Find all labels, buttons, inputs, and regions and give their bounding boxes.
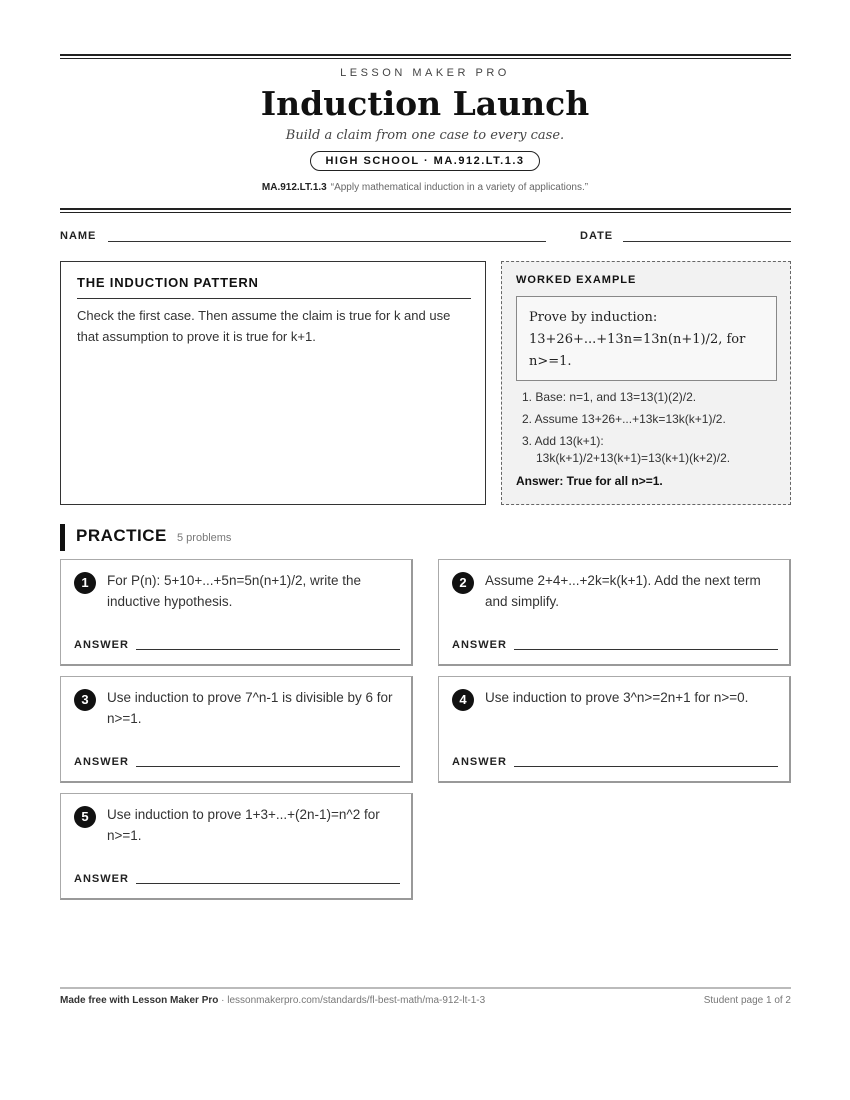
- problem-card-3: [60, 676, 413, 783]
- standard-description: “Apply mathematical induction in a variety of applications.”: [330, 182, 589, 193]
- worked-example-steps: [522, 386, 784, 466]
- problem-number: 1: [74, 572, 96, 594]
- brand-name: LESSON MAKER PRO: [340, 67, 510, 79]
- answer-field[interactable]: [514, 649, 778, 650]
- worked-step: [522, 430, 784, 466]
- answer-label: ANSWER: [74, 756, 129, 768]
- problem-card-1: [60, 559, 413, 666]
- date-field[interactable]: [623, 241, 791, 242]
- worked-step: 2. Assume 13+26+...+13k=13k(k+1)/2.: [522, 412, 726, 426]
- problem-text: Use induction to prove 7^n-1 is divisible by 6 for n>=1.: [107, 690, 393, 726]
- standard-code: MA.912.LT.1.3: [261, 182, 327, 193]
- badge-container: [0, 151, 850, 171]
- problem-number: 2: [452, 572, 474, 594]
- problem-number: 5: [74, 806, 96, 828]
- footer-made-with: Made free with Lesson Maker Pro: [60, 995, 219, 1006]
- footer-rule: [60, 987, 791, 989]
- worked-example-problem: Prove by induction: 13+26+...+13n=13n(n+1)/2, for n>=1.: [516, 296, 777, 381]
- answer-field[interactable]: [514, 766, 778, 767]
- name-label: NAME: [60, 230, 97, 242]
- answer-field[interactable]: [136, 883, 400, 884]
- page-title: Induction Launch: [260, 84, 590, 123]
- grade-standard-badge: HIGH SCHOOL · MA.912.LT.1.3: [310, 151, 539, 171]
- worked-step: 1. Base: n=1, and 13=13(1)(2)/2.: [522, 390, 697, 404]
- standard-line: [0, 182, 850, 193]
- answer-label: ANSWER: [452, 756, 507, 768]
- problem-text: Assume 2+4+...+2k=k(k+1). Add the next term and simplify.: [485, 573, 761, 609]
- date-label: DATE: [580, 230, 614, 242]
- problem-number: 3: [74, 689, 96, 711]
- problem-text: Use induction to prove 3^n>=2n+1 for n>=0.: [485, 690, 749, 705]
- answer-label: ANSWER: [452, 639, 507, 651]
- induction-pattern-box: [60, 261, 486, 505]
- top-rule: [60, 54, 791, 59]
- practice-accent-bar: [60, 524, 65, 551]
- worked-step-continuation: 13k(k+1)/2+13(k+1)=13(k+1)(k+2)/2.: [536, 451, 731, 465]
- answer-field[interactable]: [136, 649, 400, 650]
- problem-text: For P(n): 5+10+...+5n=5n(n+1)/2, write the inductive hypothesis.: [107, 573, 362, 609]
- header-bottom-rule: [60, 208, 791, 213]
- pattern-text: Check the first case. Then assume the claim is true for k and use that assumption to prove it is true for k+1.: [77, 308, 451, 344]
- worked-step-text: 3. Add 13(k+1):: [522, 434, 604, 448]
- problem-card-5: [60, 793, 413, 900]
- problem-card-4: [438, 676, 791, 783]
- answer-field[interactable]: [136, 766, 400, 767]
- problem-card-2: [438, 559, 791, 666]
- worked-example-heading: WORKED EXAMPLE: [516, 274, 637, 286]
- footer-credit: [60, 995, 485, 1006]
- footer-url[interactable]: · lessonmakerpro.com/standards/fl-best-math/ma-912-lt-1-3: [218, 995, 486, 1006]
- answer-label: ANSWER: [74, 873, 129, 885]
- practice-heading: PRACTICE: [76, 526, 167, 545]
- footer-page-number: Student page 1 of 2: [703, 995, 791, 1006]
- name-field[interactable]: [108, 241, 546, 242]
- worked-example-answer: Answer: True for all n>=1.: [516, 474, 663, 488]
- answer-label: ANSWER: [74, 639, 129, 651]
- problem-text: Use induction to prove 1+3+...+(2n-1)=n^2 for n>=1.: [107, 807, 380, 843]
- worked-example-box: [501, 261, 791, 505]
- pattern-heading: THE INDUCTION PATTERN: [77, 275, 471, 299]
- problem-number: 4: [452, 689, 474, 711]
- page-subtitle: Build a claim from one case to every case.: [285, 128, 565, 143]
- practice-count: 5 problems: [177, 532, 232, 544]
